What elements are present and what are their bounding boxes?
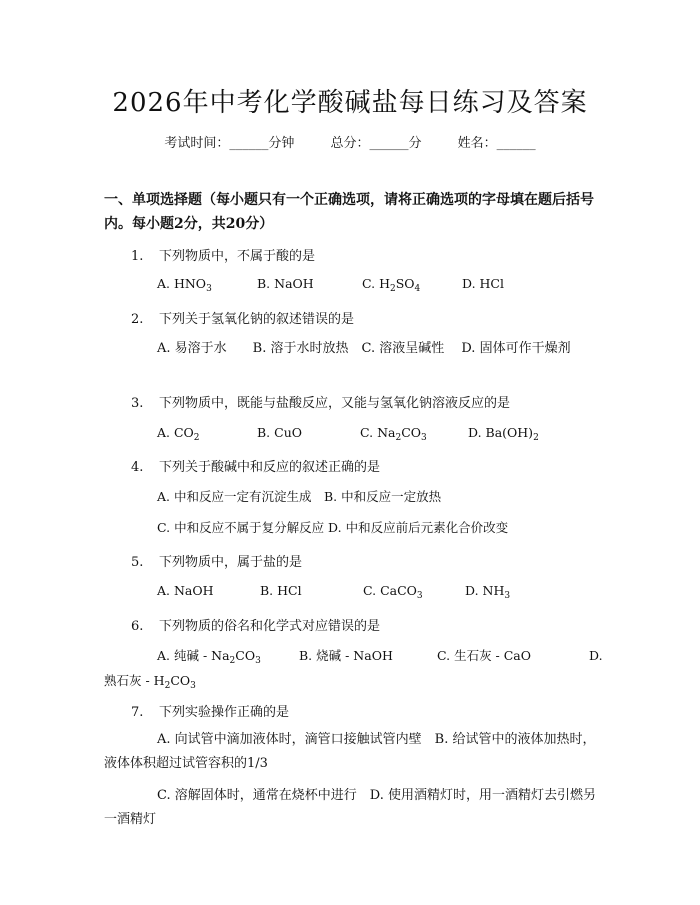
option-c: C. 生石灰 - CaO (437, 648, 532, 663)
student-name-field: 姓名：______ (457, 136, 536, 151)
option-a: A. NaOH (157, 583, 214, 598)
question-stem: 下列物质中，既能与盐酸反应，又能与氢氧化钠溶液反应的是 (159, 396, 511, 411)
option-c: C. $Na_2CO_3$ (360, 425, 427, 443)
question-number: 6. (131, 619, 144, 634)
option-b: B. NaOH (257, 276, 314, 291)
option-a: A. $CO_2$ (157, 425, 200, 443)
question-3 (131, 392, 510, 411)
question-number: 1. (131, 249, 144, 264)
option-d: D. $Ba(OH)_2$ (468, 425, 539, 443)
question-7-options-part-1: A. 向试管中滴加液体时，滴管口接触试管内壁 B. 给试管中的液体加热时，液体体积超过试管容积的1/3 (104, 732, 596, 771)
question-stem: 下列物质中，不属于酸的是 (159, 249, 316, 264)
question-number: 5. (131, 555, 144, 570)
question-4-options-line-1: A. 中和反应一定有沉淀生成 B. 中和反应一定放热 (157, 489, 442, 504)
option-c: C. CaCO$_3$ (363, 583, 423, 601)
question-6-options (157, 646, 604, 664)
question-stem: 下列物质的俗名和化学式对应错误的是 (159, 619, 381, 634)
question-2-options: A. 易溶于水 B. 溶于水时放热 C. 溶液呈碱性 D. 固体可作干燥剂 (157, 341, 571, 356)
option-a: A. 纯碱 - $Na_2CO_3$ (157, 648, 261, 666)
question-number: 2. (131, 312, 144, 327)
question-4 (131, 456, 380, 475)
question-stem: 下列关于酸碱中和反应的叙述正确的是 (159, 460, 381, 475)
question-7-options-part-2: C. 溶解固体时，通常在烧杯中进行 D. 使用酒精灯时，用一酒精灯去引燃另一酒精灯 (104, 788, 596, 827)
question-1 (131, 245, 315, 264)
option-b: B. 烧碱 - NaOH (299, 648, 393, 663)
question-5 (131, 551, 302, 570)
option-a: A. $HNO_3$ (157, 276, 212, 294)
question-7 (131, 701, 289, 720)
question-6 (131, 615, 380, 634)
question-2 (131, 308, 354, 327)
total-score-field: 总分：______分 (330, 136, 422, 151)
exam-time-field: 考试时间：______分钟 (164, 136, 295, 151)
option-b: B. CuO (257, 425, 302, 440)
question-6-option-d-text: 熟石灰 - $H_2CO_3$ (104, 673, 196, 691)
question-number: 3. (131, 396, 144, 411)
option-b: B. HCl (260, 583, 302, 598)
option-c: C. $H_2SO_4$ (362, 276, 421, 294)
question-5-options (157, 583, 511, 601)
option-d: D. (589, 648, 603, 663)
question-stem: 下列关于氢氧化钠的叙述错误的是 (159, 312, 355, 327)
question-stem: 下列物质中，属于盐的是 (159, 555, 303, 570)
question-4-options-line-2: C. 中和反应不属于复分解反应 D. 中和反应前后元素化合价改变 (157, 520, 509, 535)
question-1-options (157, 276, 504, 294)
option-d: D. $NH_3$ (465, 583, 511, 601)
option-d: D. HCl (462, 276, 504, 291)
page-title: 2026年中考化学酸碱盐每日练习及答案 (112, 88, 588, 118)
question-stem: 下列实验操作正确的是 (159, 705, 290, 720)
question-3-options (157, 425, 539, 443)
section-heading: 一、单项选择题（每小题只有一个正确选项，请将正确选项的字母填在题后括号内。每小题2分，共20分） (104, 192, 594, 232)
exam-meta (0, 132, 700, 151)
question-number: 7. (131, 705, 144, 720)
question-number: 4. (131, 460, 144, 475)
